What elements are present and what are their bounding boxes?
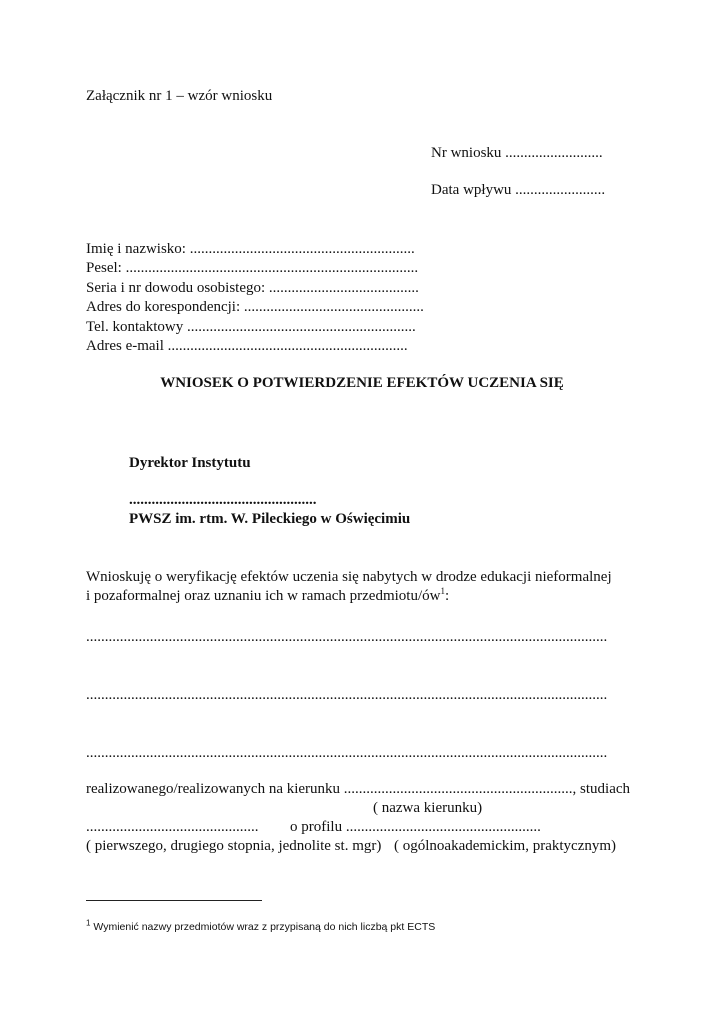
attachment-label: Załącznik nr 1 – wzór wniosku [86,88,273,104]
subject-dots-line-1: ........................................................................................................................................... [86,629,608,645]
id-card-field: Seria i nr dowodu osobistego: ........................................ [86,280,419,296]
address-field: Adres do korespondencji: ................................................ [86,299,424,315]
document-title: WNIOSEK O POTWIERDZENIE EFEKTÓW UCZENIA SIĘ [160,375,564,391]
footnote [86,920,435,934]
phone-field: Tel. kontaktowy ............................................................. [86,319,416,335]
request-line-2: i pozaformalnej oraz uznaniu ich w ramach przedmiotu/$ów^1$: [86,586,450,604]
recipient-institution: PWSZ im. rtm. W. Pileckiego w Oświęcimiu [129,511,411,527]
receipt-date-field: Data wpływu ........................ [431,182,606,198]
field-of-study-line: realizowanego/realizowanych na kierunku ............................................................., studiach [86,781,631,797]
study-profile-line: o profilu .................................................... [290,819,541,835]
subject-dots-line-2: ........................................................................................................................................... [86,687,608,703]
recipient-dots: .................................................. [129,492,317,508]
footnote-divider [86,900,262,901]
footnote-marker: 1 [86,918,91,928]
study-level-dots: .............................................. [86,819,259,835]
recipient-role: Dyrektor Instytutu [129,455,251,471]
study-profile-hint: ( ogólnoakademickim, praktycznym) [394,838,617,854]
footnote-ref: 1 [440,586,445,596]
request-line-1: Wnioskuję o weryfikację efektów uczenia się nabytych w drodze edukacji nieformalnej [86,569,612,585]
name-field: Imię i nazwisko: ............................................................ [86,241,415,257]
pesel-field: Pesel: .............................................................................. [86,260,419,276]
field-of-study-hint: ( nazwa kierunku) [373,800,483,816]
study-level-hint: ( pierwszego, drugiego stopnia, jednolite st. mgr) [86,838,382,854]
email-field: Adres e-mail ................................................................ [86,338,408,354]
footnote-text: Wymienić nazwy przedmiotów wraz z przypisaną do nich liczbą pkt ECTS [93,921,436,933]
subject-dots-line-3: ........................................................................................................................................... [86,745,608,761]
application-number-field: Nr wniosku .......................... [431,145,603,161]
